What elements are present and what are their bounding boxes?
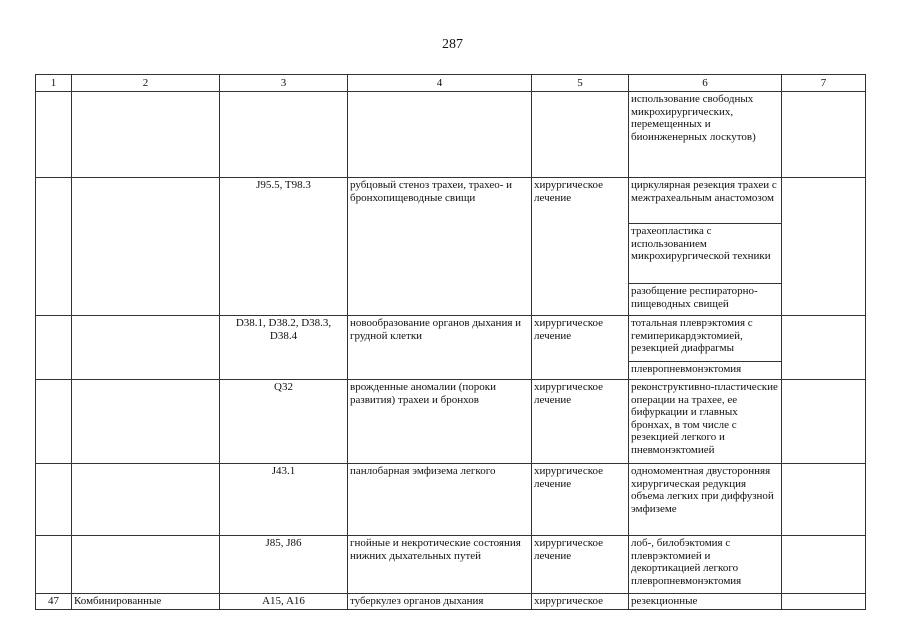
header-cell: 5 [532, 75, 629, 92]
header-cell: 7 [782, 75, 866, 92]
extra-cell [782, 536, 866, 594]
method-cell: использование свободных микрохирургических, перемещенных и биоинженерных лоскутов) [629, 92, 782, 178]
treatment-cell: хирургическое лечение [532, 316, 629, 380]
code-cell: Q32 [220, 380, 348, 464]
treatment-cell: хирургическое лечение [532, 380, 629, 464]
number-cell [36, 536, 72, 594]
treatment-cell: хирургическое [532, 594, 629, 610]
table-row [36, 92, 866, 178]
method-cell: плевропневмонэктомия [629, 362, 782, 380]
profile-cell: Комбинированные [72, 594, 220, 610]
condition-cell: панлобарная эмфизема легкого [348, 464, 532, 536]
treatment-cell: хирургическое лечение [532, 178, 629, 316]
profile-cell [72, 316, 220, 380]
table-row [36, 464, 866, 536]
profile-cell [72, 464, 220, 536]
method-cell: резекционные [629, 594, 782, 610]
extra-cell [782, 92, 866, 178]
condition-cell: туберкулез органов дыхания [348, 594, 532, 610]
treatment-cell: хирургическое лечение [532, 464, 629, 536]
number-cell [36, 178, 72, 316]
code-cell: J85, J86 [220, 536, 348, 594]
method-cell: одномоментная двусторонняя хирургическая редукция объема легких при диффузной эмфиземе [629, 464, 782, 536]
table-row [36, 178, 866, 224]
number-cell: 47 [36, 594, 72, 610]
extra-cell [782, 380, 866, 464]
header-cell: 3 [220, 75, 348, 92]
table-row [36, 594, 866, 610]
profile-cell [72, 536, 220, 594]
method-cell: тотальная плеврэктомия с гемиперикардэктомией, резекцией диафрагмы [629, 316, 782, 362]
number-cell [36, 316, 72, 380]
number-cell [36, 92, 72, 178]
header-cell: 2 [72, 75, 220, 92]
code-cell [220, 92, 348, 178]
treatment-cell: хирургическое лечение [532, 536, 629, 594]
condition-cell [348, 92, 532, 178]
table-row [36, 536, 866, 594]
header-cell: 4 [348, 75, 532, 92]
profile-cell [72, 178, 220, 316]
method-cell: трахеопластика с использованием микрохирургической техники [629, 224, 782, 284]
treatment-cell [532, 92, 629, 178]
code-cell: A15, A16 [220, 594, 348, 610]
page-number: 287 [442, 37, 463, 52]
extra-cell [782, 316, 866, 380]
procedures-table [35, 74, 866, 610]
number-cell [36, 464, 72, 536]
code-cell: J95.5, T98.3 [220, 178, 348, 316]
header-cell: 1 [36, 75, 72, 92]
code-cell: J43.1 [220, 464, 348, 536]
method-cell: лоб-, билобэктомия с плеврэктомией и декортикацией легкого плевропневмонэктомия [629, 536, 782, 594]
method-cell: реконструктивно-пластические операции на трахее, ее бифуркации и главных бронхах, в том числе с резекцией легкого и пневмонэктомией [629, 380, 782, 464]
extra-cell [782, 594, 866, 610]
method-cell: циркулярная резекция трахеи с межтрахеальным анастомозом [629, 178, 782, 224]
condition-cell: новообразование органов дыхания и грудной клетки [348, 316, 532, 380]
table-header-row [36, 75, 866, 92]
profile-cell [72, 380, 220, 464]
code-cell: D38.1, D38.2, D38.3, D38.4 [220, 316, 348, 380]
table-row [36, 316, 866, 362]
method-cell: разобщение респираторно-пищеводных свищей [629, 284, 782, 316]
condition-cell: врожденные аномалии (пороки развития) трахеи и бронхов [348, 380, 532, 464]
number-cell [36, 380, 72, 464]
extra-cell [782, 464, 866, 536]
extra-cell [782, 178, 866, 316]
condition-cell: рубцовый стеноз трахеи, трахео- и бронхопищеводные свищи [348, 178, 532, 316]
table-row [36, 380, 866, 464]
condition-cell: гнойные и некротические состояния нижних дыхательных путей [348, 536, 532, 594]
profile-cell [72, 92, 220, 178]
header-cell: 6 [629, 75, 782, 92]
